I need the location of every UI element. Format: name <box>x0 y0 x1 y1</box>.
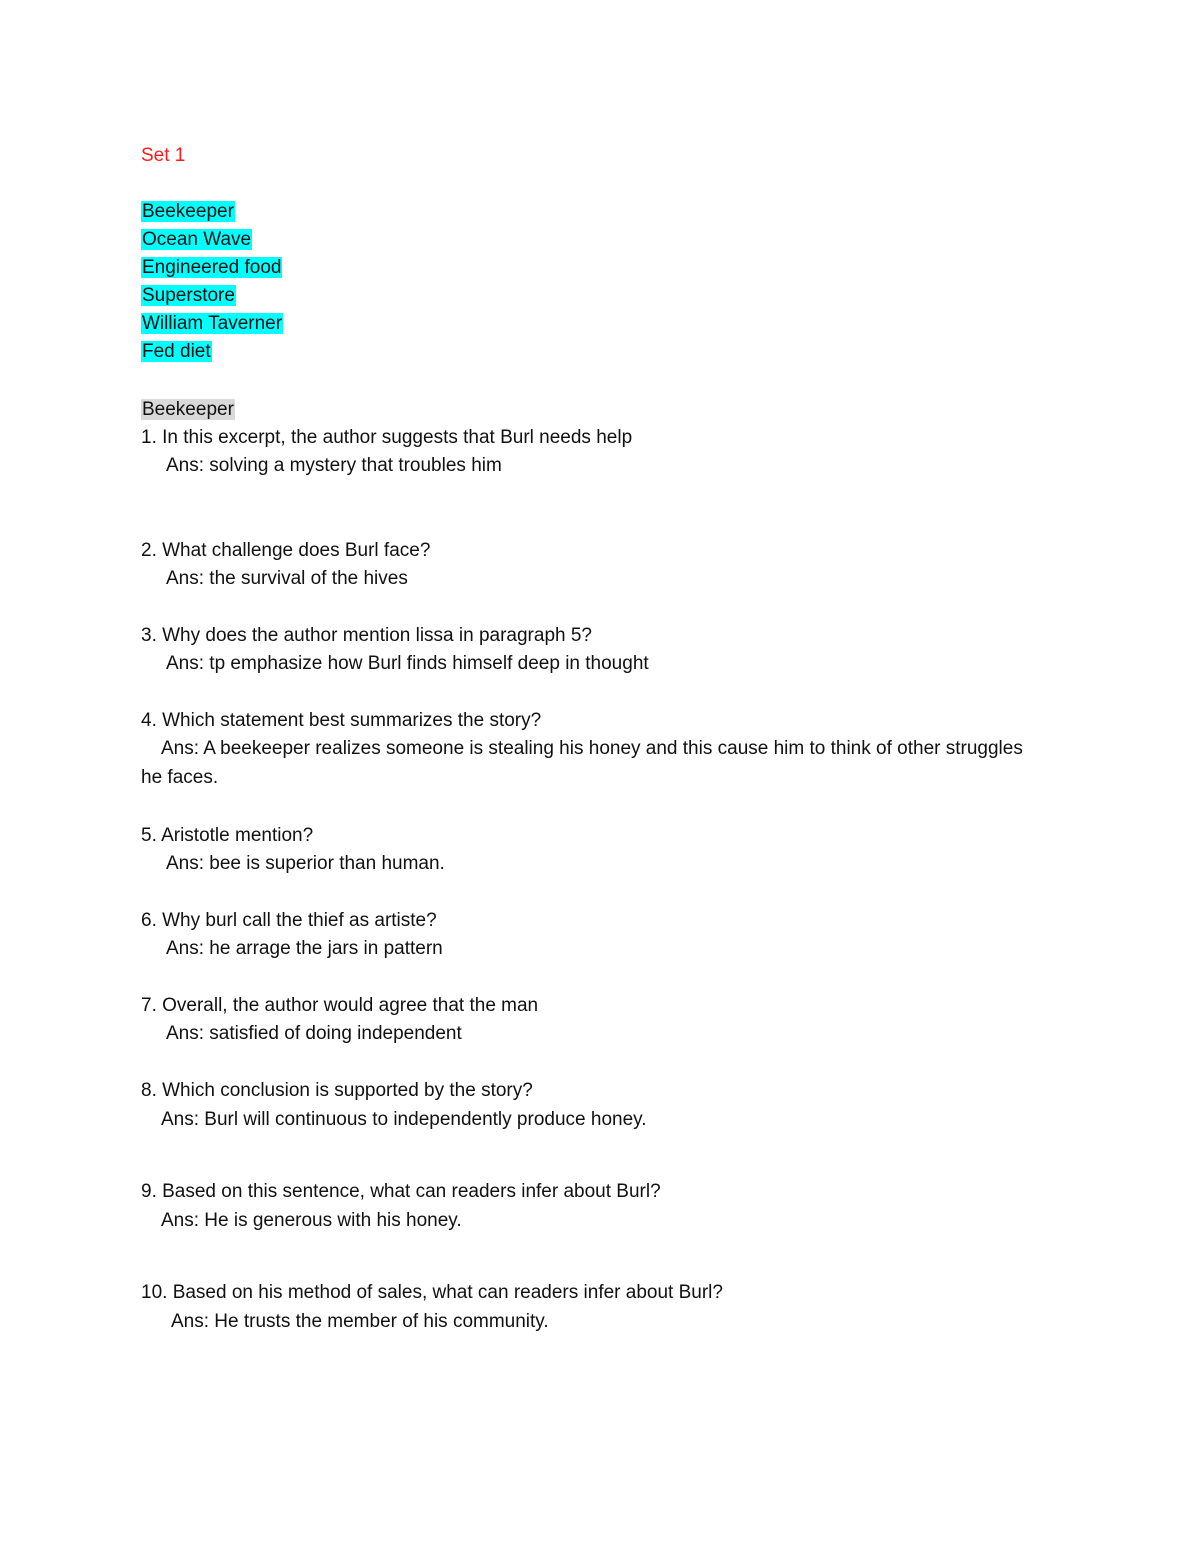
question-text: 3. Why does the author mention lissa in paragraph 5? <box>141 625 592 646</box>
topic-item <box>141 254 282 282</box>
section-title-label: Beekeeper <box>142 399 234 420</box>
answer-text: Ans: He trusts the member of his community. <box>171 1311 549 1332</box>
topic-item <box>141 282 236 310</box>
answer-text: Ans: bee is superior than human. <box>166 853 445 874</box>
topic-label: Superstore <box>142 285 235 306</box>
topic-item <box>141 310 283 338</box>
question-text: 9. Based on this sentence, what can readers infer about Burl? <box>141 1181 661 1202</box>
topic-label: Ocean Wave <box>142 229 252 250</box>
answer-text: Ans: tp emphasize how Burl finds himself deep in thought <box>166 653 649 674</box>
question-text: 4. Which statement best summarizes the story? <box>141 710 542 731</box>
topic-item <box>141 338 212 366</box>
answer-text: Ans: solving a mystery that troubles him <box>166 455 502 476</box>
answer-text: Ans: satisfied of doing independent <box>166 1023 462 1044</box>
answer-text: Ans: A beekeeper realizes someone is stealing his honey and this cause him to think of other struggles <box>161 738 1023 759</box>
topic-item <box>141 198 235 226</box>
topic-label: Fed diet <box>142 341 211 362</box>
topic-item <box>141 226 252 254</box>
set-title: Set 1 <box>141 145 186 166</box>
topic-label: Engineered food <box>142 257 282 278</box>
question-text: 5. Aristotle mention? <box>141 825 314 846</box>
question-text: 2. What challenge does Burl face? <box>141 540 431 561</box>
answer-text: Ans: He is generous with his honey. <box>161 1210 462 1231</box>
section-title <box>141 396 235 424</box>
answer-continuation-text: he faces. <box>141 767 219 788</box>
answer-text: Ans: the survival of the hives <box>166 568 408 589</box>
question-text: 7. Overall, the author would agree that the man <box>141 995 539 1016</box>
question-text: 8. Which conclusion is supported by the story? <box>141 1080 533 1101</box>
topic-label: William Taverner <box>142 313 283 334</box>
question-text: 10. Based on his method of sales, what can readers infer about Burl? <box>141 1282 723 1303</box>
topic-label: Beekeeper <box>142 201 234 222</box>
question-text: 1. In this excerpt, the author suggests that Burl needs help <box>141 427 633 448</box>
answer-text: Ans: he arrage the jars in pattern <box>166 938 443 959</box>
question-text: 6. Why burl call the thief as artiste? <box>141 910 437 931</box>
answer-text: Ans: Burl will continuous to independently produce honey. <box>161 1109 647 1130</box>
